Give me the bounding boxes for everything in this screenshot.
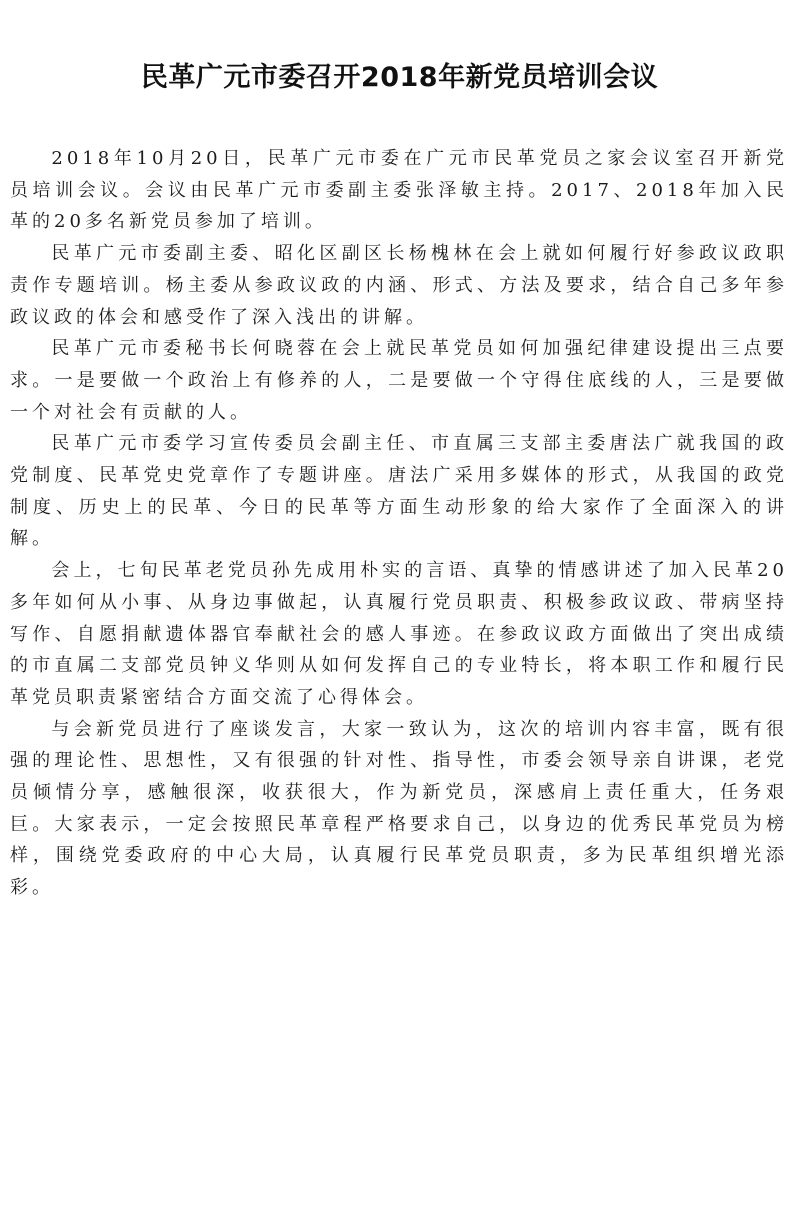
paragraph-2: 民革广元市委副主委、昭化区副区长杨槐林在会上就如何履行好参政议政职责作专题培训。杨主委从参政议政的内涵、形式、方法及要求，结合自己多年参政议政的体会和感受作了深入浅出的讲解。 (10, 243, 788, 328)
document-body (10, 143, 788, 904)
paragraph-1: 2018年10月20日，民革广元市委在广元市民革党员之家会议室召开新党员培训会议。会议由民革广元市委副主委张泽敏主持。2017、2018年加入民革的20多名新党员参加了培训。 (10, 148, 788, 233)
paragraph-5: 会上，七旬民革老党员孙先成用朴实的言语、真挚的情感讲述了加入民革20多年如何从小事、从身边事做起，认真履行党员职责、积极参政议政、带病坚持写作、自愿捐献遗体器官奉献社会的感人事迹。在参政议政方面做出了突出成绩的市直属二支部党员钟义华则从如何发挥自己的专业特长，将本职工作和履行民革党员职责紧密结合方面交流了心得体会。 (10, 560, 788, 708)
document-title: 民革广元市委召开2018年新党员培训会议 (140, 62, 659, 93)
paragraph-6: 与会新党员进行了座谈发言，大家一致认为，这次的培训内容丰富，既有很强的理论性、思想性，又有很强的针对性、指导性，市委会领导亲自讲课，老党员倾情分享，感触很深，收获很大，作为新党员，深感肩上责任重大，任务艰巨。大家表示，一定会按照民革章程严格要求自己，以身边的优秀民革党员为榜样，围绕党委政府的中心大局，认真履行民革党员职责，多为民革组织增光添彩。 (10, 718, 788, 899)
paragraph-3: 民革广元市委秘书长何晓蓉在会上就民革党员如何加强纪律建设提出三点要求。一是要做一个政治上有修养的人，二是要做一个守得住底线的人，三是要做一个对社会有贡献的人。 (10, 338, 788, 423)
paragraph-4: 民革广元市委学习宣传委员会副主任、市直属三支部主委唐法广就我国的政党制度、民革党史党章作了专题讲座。唐法广采用多媒体的形式，从我国的政党制度、历史上的民革、今日的民革等方面生动形象的给大家作了全面深入的讲解。 (10, 433, 788, 550)
